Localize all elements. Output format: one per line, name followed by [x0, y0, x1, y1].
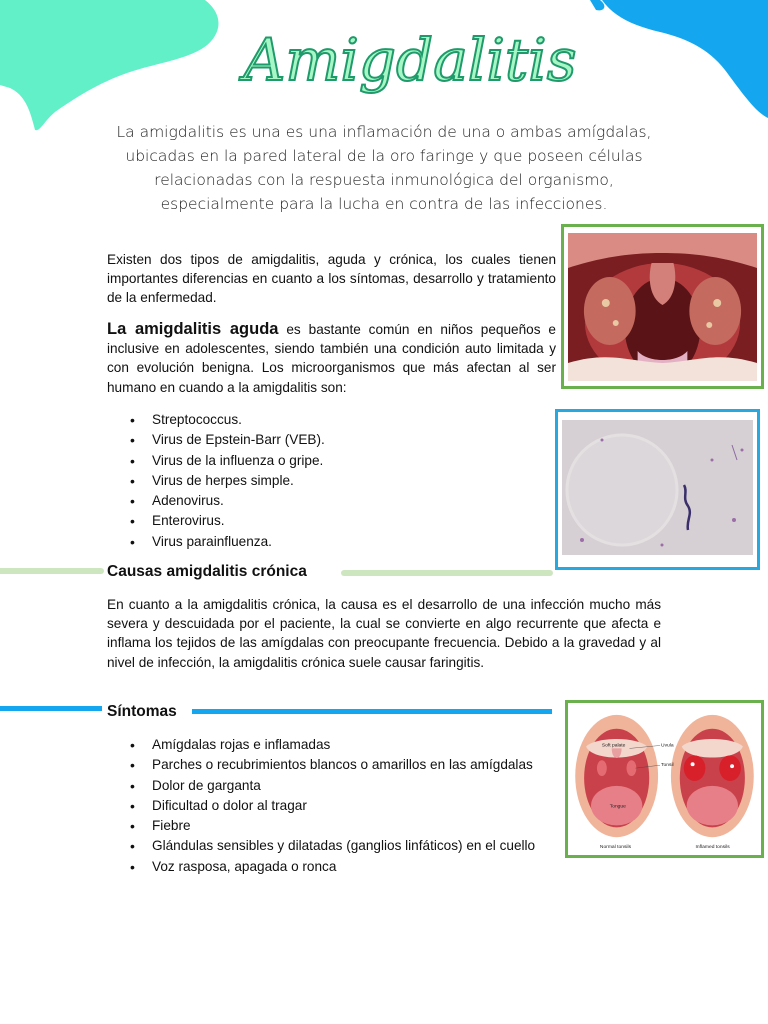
symptoms-heading: Síntomas: [107, 703, 177, 720]
list-item: • Dificultad o dolor al tragar: [107, 796, 561, 816]
list-item: • Fiebre: [107, 816, 561, 836]
list-item: • Dolor de garganta: [107, 776, 561, 796]
list-item: • Virus de la influenza o gripe.: [107, 451, 547, 471]
svg-text:Soft palate: Soft palate: [601, 743, 626, 749]
mint-blob-decoration: [0, 0, 230, 140]
svg-text:Amigdalitis: Amigdalitis: [243, 26, 577, 94]
acute-paragraph: [107, 320, 556, 397]
svg-text:Normal tonsils: Normal tonsils: [599, 845, 632, 851]
list-item: • Amígdalas rojas e inflamadas: [107, 735, 561, 755]
page-title: [230, 18, 590, 108]
types-paragraph: Existen dos tipos de amigdalitis, aguda y crónica, los cuales tienen importantes diferencias en cuanto a los síntomas, desarrollo y tratamiento de la enfermedad.: [107, 252, 556, 306]
list-item: • Streptococcus.: [107, 410, 547, 430]
list-item: • Enterovirus.: [107, 511, 547, 531]
section-divider: [192, 709, 552, 714]
list-item: • Virus parainfluenza.: [107, 532, 547, 552]
list-item: • Voz rasposa, apagada o ronca: [107, 857, 561, 877]
list-item: • Virus de Epstein-Barr (VEB).: [107, 430, 547, 450]
list-item: • Adenovirus.: [107, 491, 547, 511]
section-divider: [0, 706, 102, 711]
tonsils-diagram: [565, 700, 764, 858]
intro-paragraph: La amigdalitis es una es una inflamación de una o ambas amígdalas, ubicadas en la pared lateral de la oro faringe y que poseen células relacionadas con la respuesta inmunológica del organismo, especialmente para la lucha en contra de las infecciones.: [116, 123, 652, 213]
chronic-paragraph: En cuanto a la amigdalitis crónica, la causa es el desarrollo de una infección mucho más severa y descuidada por el paciente, la cual se convierte en algo recurrente que afecta e inflama los tejidos de las amígdalas con preocupante frecuencia. Debido a la gravedad y al nivel de infección, la amigdalitis crónica suele causar faringitis.: [107, 597, 661, 670]
acute-lead: La amigdalitis aguda: [107, 320, 279, 338]
svg-text:Tongue: Tongue: [609, 804, 626, 810]
microorganism-list: [107, 410, 547, 552]
throat-photo: [561, 224, 764, 389]
list-item: • Virus de herpes simple.: [107, 471, 547, 491]
section-divider: [0, 568, 104, 574]
svg-text:Inflamed tonsils: Inflamed tonsils: [695, 845, 730, 851]
svg-text:Tonsil: Tonsil: [661, 763, 674, 769]
acute-text: es bastante común en niños pequeños e inclusive en adolescentes, siendo también una condición auto limitada y con evolución benigna. Los microorganismos que más afectan al ser humano en cuando a la amigdalitis son:: [107, 322, 556, 395]
svg-text:Uvula: Uvula: [661, 743, 674, 749]
microscope-photo: [555, 409, 760, 570]
blue-blob-decoration: [590, 0, 768, 120]
list-item: • Glándulas sensibles y dilatadas (ganglios linfáticos) en el cuello: [107, 836, 561, 856]
list-item: • Parches o recubrimientos blancos o amarillos en las amígdalas: [107, 755, 561, 775]
section-divider: [341, 570, 553, 576]
chronic-heading: Causas amigdalitis crónica: [107, 563, 307, 580]
symptoms-list: [107, 735, 561, 877]
